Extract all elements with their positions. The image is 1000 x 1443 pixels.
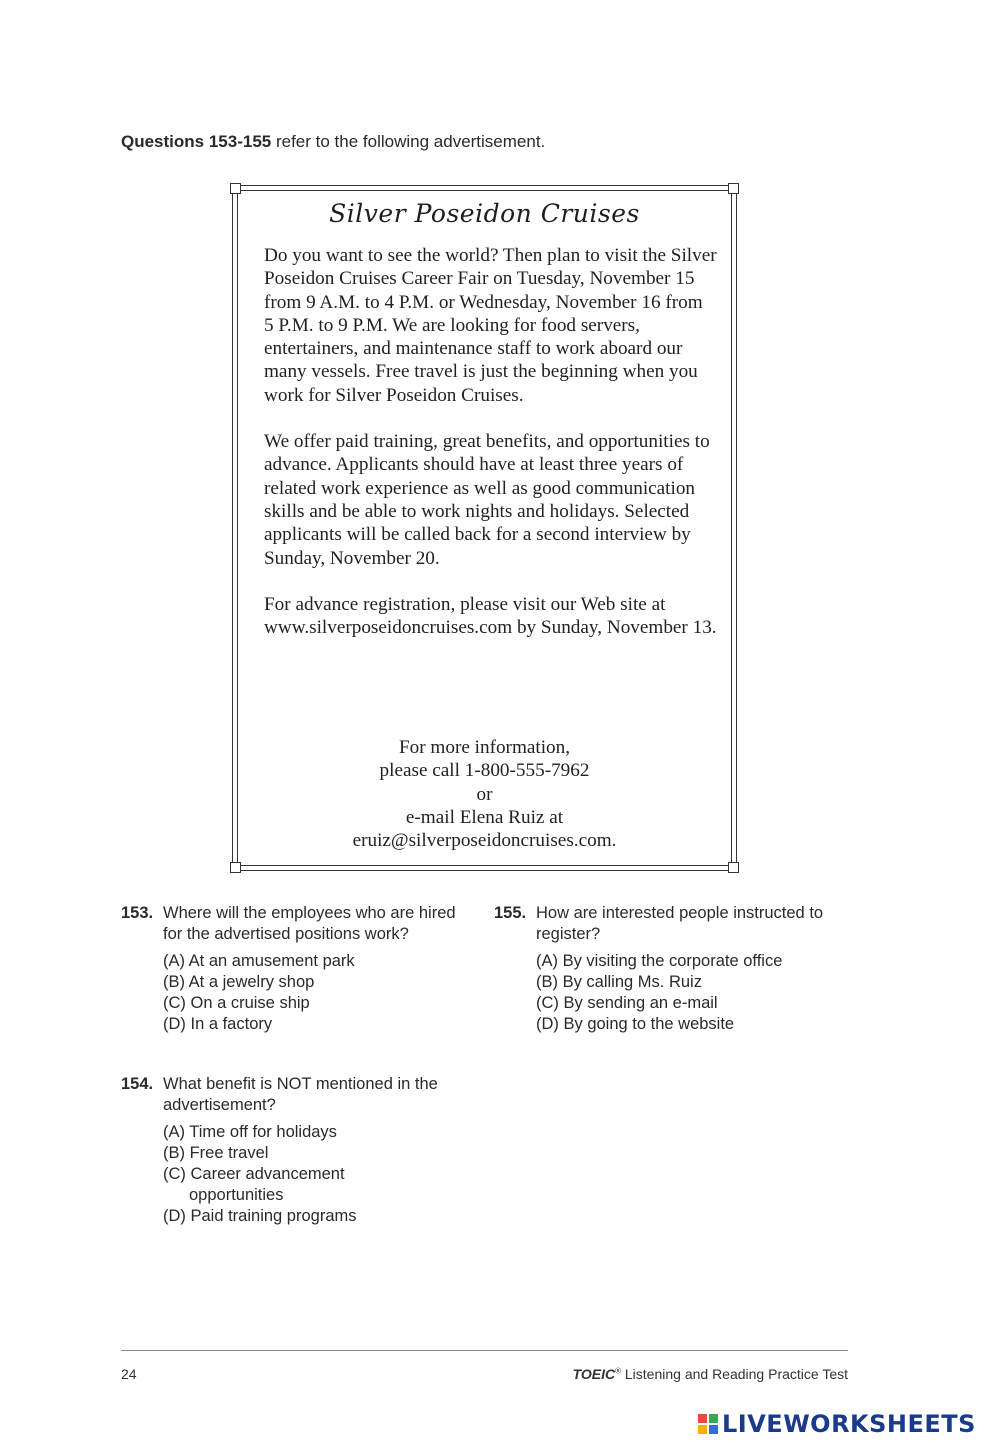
question-number: 154. [121, 1075, 154, 1093]
ad-title: Silver Poseidon Cruises [329, 199, 640, 228]
answer-option-b[interactable]: (B) At a jewelry shop [163, 973, 315, 991]
toeic-brand: TOEIC [572, 1366, 616, 1382]
contact-email: eruiz@silverposeidoncruises.com. [352, 830, 617, 852]
question-number: 153. [121, 904, 154, 922]
intro-line [121, 132, 545, 152]
answer-option-d[interactable]: (D) In a factory [163, 1015, 273, 1033]
corner-ornament [230, 862, 241, 873]
logo-block [709, 1414, 718, 1423]
ad-paragraph-1: Do you want to see the world? Then plan to visit the Silver Poseidon Cruises Career Fair on Tuesday, November 15 from 9 A.M. to 4 P.M. or Wednesday, November 16 from 5 P.M. to 9 P.M. We are looking for food servers, entertainers, and maintenance staff to work aboard our many vessels. Free travel is just the beginning when you work for Silver Poseidon Cruises. [264, 245, 717, 406]
logo-block [698, 1425, 707, 1434]
answer-options [163, 1122, 461, 1227]
logo-block [698, 1414, 707, 1423]
answer-options [536, 951, 854, 1035]
contact-line: or [476, 783, 493, 805]
answer-option-c[interactable]: (C) Career advancement [163, 1165, 345, 1183]
contact-line: e-mail Elena Ruiz at [405, 806, 564, 828]
question-154 [121, 1074, 461, 1227]
question-stem: Where will the employees who are hired for the advertised positions work? [163, 904, 456, 943]
answer-option-c[interactable]: (C) On a cruise ship [163, 994, 310, 1012]
liveworksheets-logo [698, 1409, 976, 1439]
answer-option-d[interactable]: (D) Paid training programs [163, 1207, 357, 1225]
answer-option-c[interactable]: (C) By sending an e-mail [536, 994, 718, 1012]
question-155 [494, 903, 854, 1035]
ad-paragraph-2: We offer paid training, great benefits, and opportunities to advance. Applicants should have at least three years of related work experience as well as good communication skills and be able to work nights and holidays. Selected applicants will be called back for a second interview by Sunday, November 20. [264, 431, 710, 569]
contact-phone: please call 1-800-555-7962 [379, 760, 590, 782]
answer-option-b[interactable]: (B) By calling Ms. Ruiz [536, 973, 702, 991]
question-153 [121, 903, 461, 1035]
corner-ornament [728, 183, 739, 194]
registered-mark: ® [615, 1366, 621, 1376]
footer-title [573, 1366, 848, 1382]
page-number: 24 [121, 1366, 137, 1382]
advertisement-box [232, 185, 737, 871]
logo-block [709, 1425, 718, 1434]
liveworksheets-blocks-icon [698, 1414, 718, 1434]
answer-option-b[interactable]: (B) Free travel [163, 1144, 269, 1162]
answer-options [163, 951, 461, 1035]
corner-ornament [230, 183, 241, 194]
question-stem: What benefit is NOT mentioned in the advertisement? [163, 1075, 438, 1114]
ad-contact-block [232, 736, 737, 852]
answer-option-a[interactable]: (A) By visiting the corporate office [536, 952, 783, 970]
footer-title-text: Listening and Reading Practice Test [621, 1366, 848, 1382]
corner-ornament [728, 862, 739, 873]
answer-option-c-continued[interactable]: opportunities [189, 1186, 284, 1204]
intro-text: refer to the following advertisement. [271, 132, 546, 151]
question-number: 155. [494, 904, 527, 922]
contact-line: For more information, [398, 737, 571, 758]
answer-option-d[interactable]: (D) By going to the website [536, 1015, 735, 1033]
answer-option-a[interactable]: (A) At an amusement park [163, 952, 355, 970]
answer-option-a[interactable]: (A) Time off for holidays [163, 1123, 337, 1141]
intro-question-range: Questions 153-155 [121, 132, 272, 151]
liveworksheets-wordmark: LIVEWORKSHEETS [722, 1410, 976, 1438]
ad-paragraph-3: For advance registration, please visit our Web site at www.silverposeidoncruises.com by Sunday, November 13. [264, 593, 717, 639]
footer-divider [121, 1350, 848, 1351]
question-stem: How are interested people instructed to register? [536, 904, 824, 943]
ad-body [264, 244, 717, 662]
